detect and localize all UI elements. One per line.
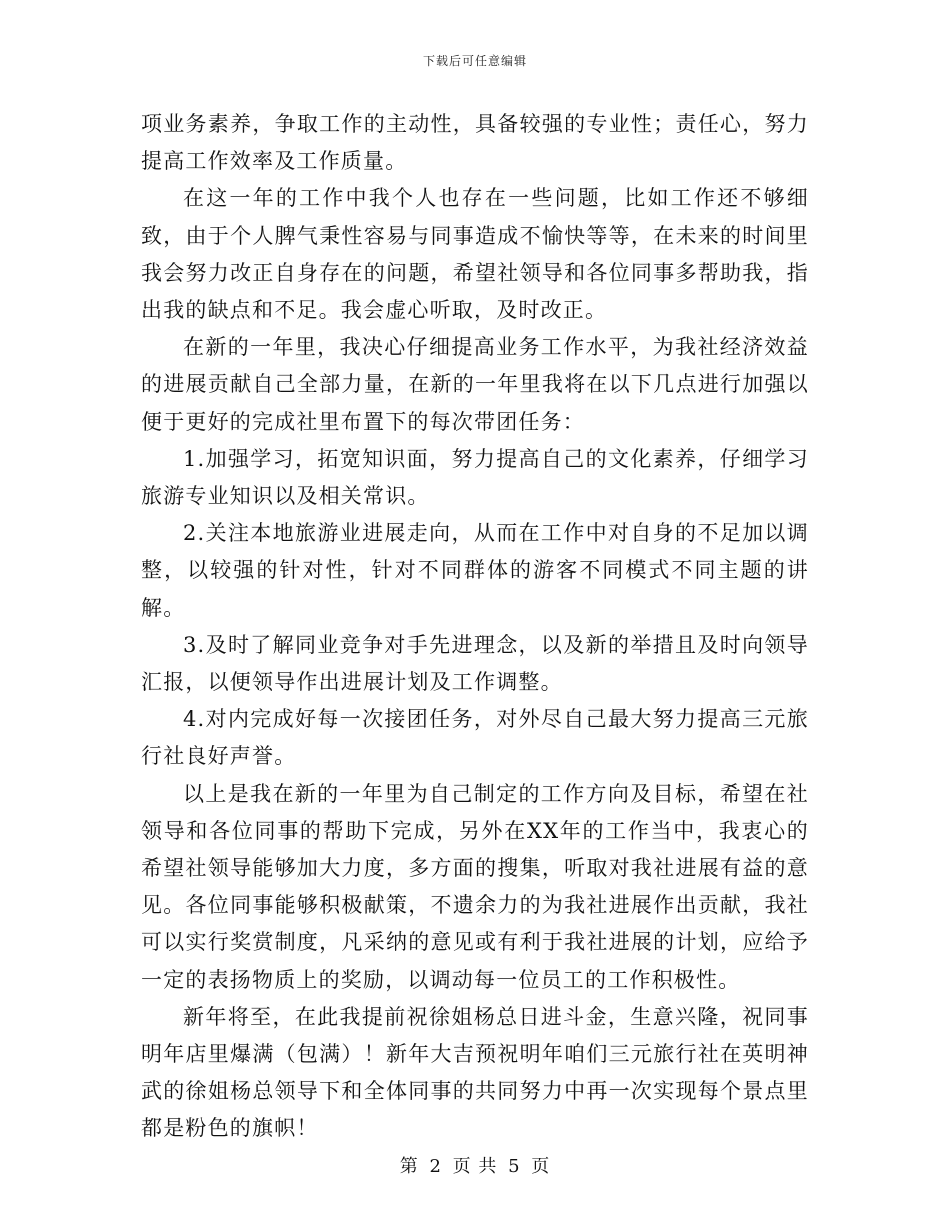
paragraph-new-year-plan: 在新的一年里，我决心仔细提高业务工作水平，为我社经济效益的进展贡献自己全部力量，在新的一年里我将在以下几点进行加强以便于更好的完成社里布置下的每次带团任务：: [141, 335, 809, 434]
list-item-1: 1.加强学习，拓宽知识面，努力提高自己的文化素养，仔细学习旅游专业知识以及相关常识。: [141, 446, 809, 509]
footer-middle: 页 共: [452, 1156, 498, 1177]
footer-suffix: 页: [531, 1156, 551, 1177]
paragraph-goals: 以上是我在新的一年里为自己制定的工作方向及目标，希望在社领导和各位同事的帮助下完成，另外在XX年的工作当中，我衷心的希望社领导能够加大力度，多方面的搜集，听取对我社进展有益的意见。各位同事能够积极献策，不遗余力的为我社进展作出贡献，我社可以实行奖赏制度，凡采纳的意见或有利于我社进展的计划，应给予一定的表扬物质上的奖励，以调动每一位员工的工作积极性。: [141, 781, 809, 992]
list-item-2: 2.关注本地旅游业进展走向，从而在工作中对自身的不足加以调整，以较强的针对性，针对不同群体的游客不同模式不同主题的讲解。: [141, 521, 809, 620]
document-body: [141, 106, 809, 1148]
list-item-4: 4.对内完成好每一次接团任务，对外尽自己最大努力提高三元旅行社良好声誉。: [141, 707, 809, 769]
paragraph-wishes: 新年将至，在此我提前祝徐姐杨总日进斗金，生意兴隆，祝同事明年店里爆满（包满）！新年大吉预祝明年咱们三元旅行社在英明神武的徐姐杨总领导下和全体同事的共同努力中再一次实现每个景点里都是粉色的旗帜！: [141, 1004, 809, 1141]
page-number: 2: [429, 1156, 442, 1177]
page-total: 5: [508, 1156, 521, 1177]
paragraph-problems: 在这一年的工作中我个人也存在一些问题，比如工作还不够细致，由于个人脾气秉性容易与同事造成不愉快等等，在未来的时间里我会努力改正自身存在的问题，希望社领导和各位同事多帮助我，指出我的缺点和不足。我会虚心听取，及时改正。: [141, 186, 809, 323]
paragraph-continuation: 项业务素养，争取工作的主动性，具备较强的专业性；责任心，努力提高工作效率及工作质量。: [141, 112, 809, 174]
footer-prefix: 第: [399, 1156, 419, 1177]
page-header: 下载后可任意编辑: [422, 54, 527, 68]
page-footer: [0, 1152, 950, 1178]
list-item-3: 3.及时了解同业竞争对手先进理念，以及新的举措且及时向领导汇报，以便领导作出进展计划及工作调整。: [141, 632, 809, 695]
